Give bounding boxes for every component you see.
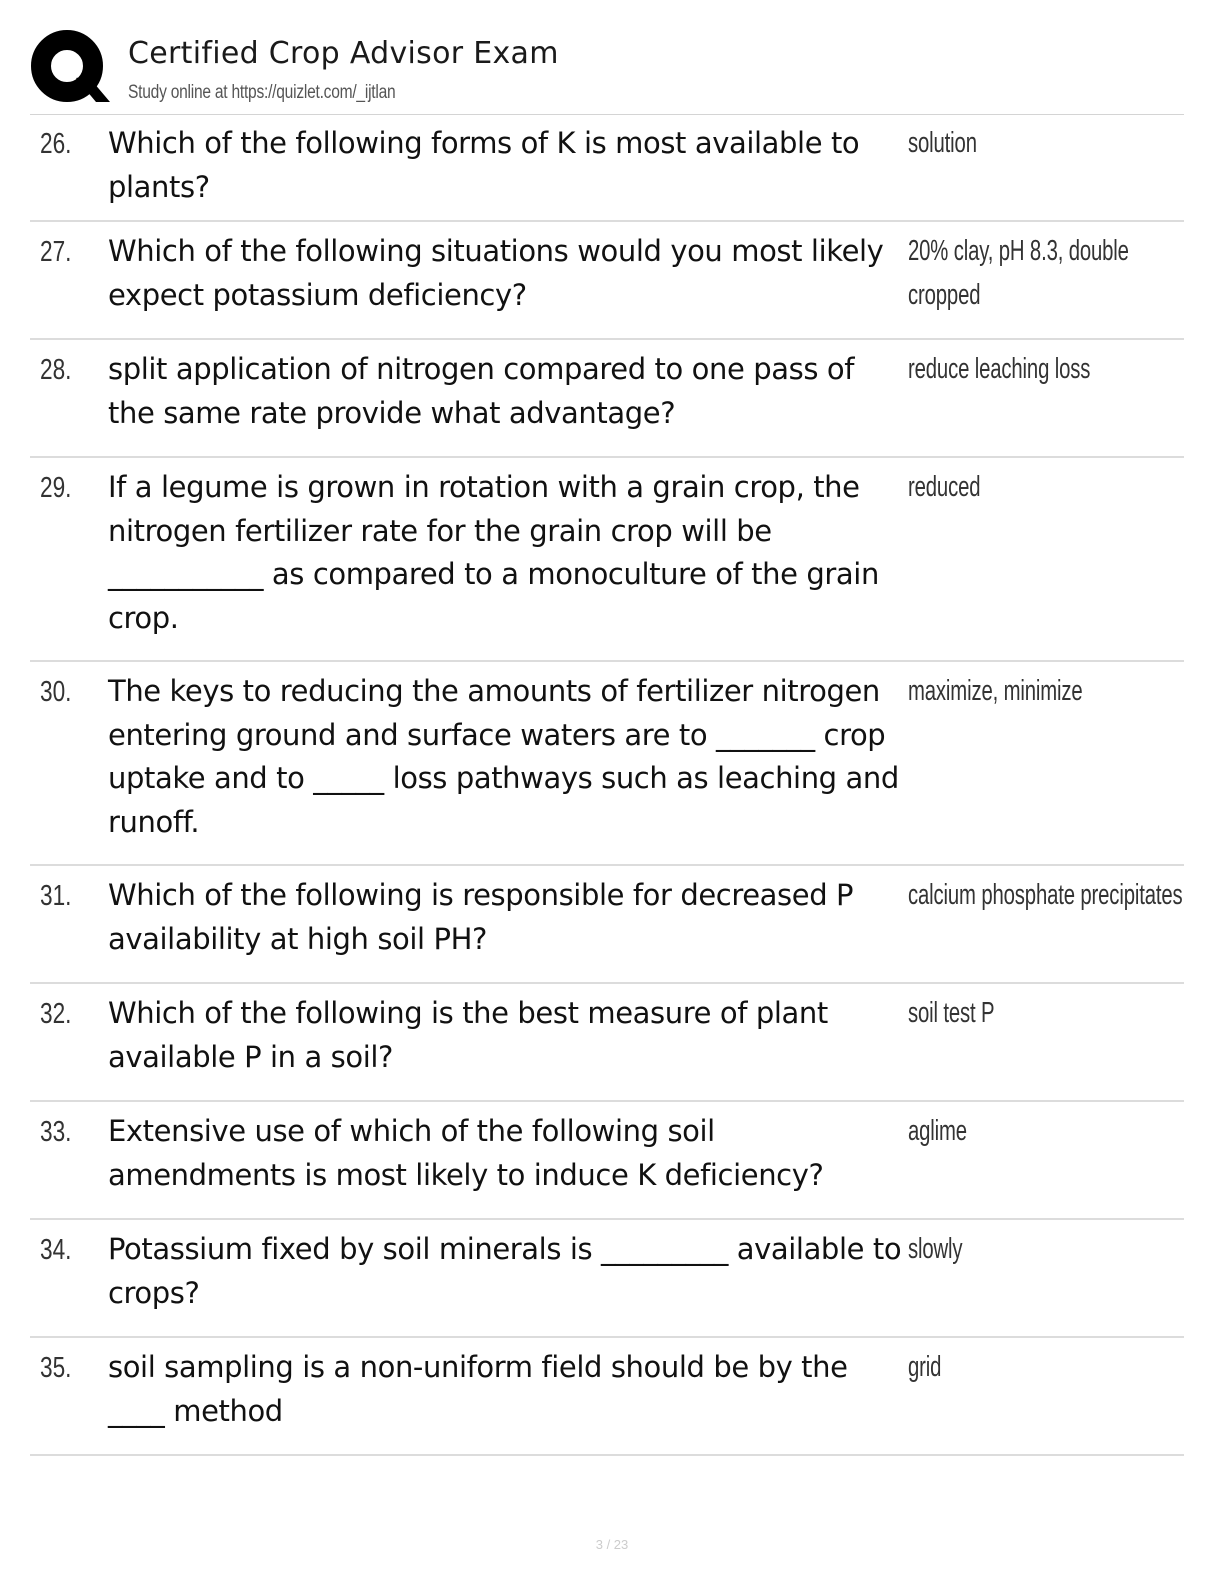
answer-text: soil test P: [908, 997, 995, 1029]
study-online-link[interactable]: Study online at https://quizlet.com/_ijtlan: [128, 82, 396, 103]
question-text: Which of the following forms of K is most available to plants?: [108, 126, 860, 204]
answer-text: 20% clay, pH 8.3, double cropped: [908, 235, 1129, 311]
question-row: [30, 662, 1184, 866]
question-text: Which of the following is responsible for decreased P availability at high soil PH?: [108, 878, 854, 956]
question-row: [30, 1338, 1184, 1456]
question-text: split application of nitrogen compared to one pass of the same rate provide what advantage?: [108, 352, 855, 430]
answer-text: reduce leaching loss: [908, 353, 1091, 385]
question-number: 28.: [40, 354, 72, 386]
question-number: 33.: [40, 1116, 72, 1148]
question-number: 31.: [40, 880, 72, 912]
question-number: 35.: [40, 1352, 72, 1384]
question-row: [30, 340, 1184, 458]
question-text: Which of the following situations would you most likely expect potassium deficiency?: [108, 234, 884, 312]
question-list: [30, 114, 1184, 1456]
page-header: [30, 28, 1184, 115]
question-number: 34.: [40, 1234, 72, 1266]
question-number: 29.: [40, 472, 72, 504]
question-row: [30, 1102, 1184, 1220]
answer-text: aglime: [908, 1115, 967, 1147]
page-number: 3 / 23: [595, 1537, 629, 1552]
question-text: Potassium fixed by soil minerals is _________ available to crops?: [108, 1232, 902, 1310]
question-row: [30, 984, 1184, 1102]
question-number: 30.: [40, 676, 72, 708]
quizlet-q-logo-icon: [30, 28, 110, 108]
question-row: [30, 1220, 1184, 1338]
question-row: [30, 222, 1184, 340]
question-number: 27.: [40, 236, 72, 268]
answer-text: calcium phosphate precipitates: [908, 879, 1183, 911]
answer-text: solution: [908, 127, 977, 159]
answer-text: maximize, minimize: [908, 675, 1083, 707]
answer-text: reduced: [908, 471, 981, 503]
question-text: The keys to reducing the amounts of fertilizer nitrogen entering ground and surface waters are to _______ crop uptake and to _____ loss pathways such as leaching and runoff.: [108, 674, 899, 839]
question-number: 32.: [40, 998, 72, 1030]
question-text: If a legume is grown in rotation with a grain crop, the nitrogen fertilizer rate for the grain crop will be ___________ as compared to a monoculture of the grain crop.: [108, 470, 879, 635]
question-row: [30, 866, 1184, 984]
document-title: Certified Crop Advisor Exam: [128, 36, 559, 71]
question-number: 26.: [40, 128, 72, 160]
question-row: [30, 458, 1184, 662]
question-text: Which of the following is the best measure of plant available P in a soil?: [108, 996, 828, 1074]
question-row: [30, 114, 1184, 222]
question-text: soil sampling is a non-uniform field should be by the ____ method: [108, 1350, 848, 1428]
answer-text: grid: [908, 1351, 942, 1383]
question-text: Extensive use of which of the following soil amendments is most likely to induce K deficiency?: [108, 1114, 824, 1192]
answer-text: slowly: [908, 1233, 963, 1265]
